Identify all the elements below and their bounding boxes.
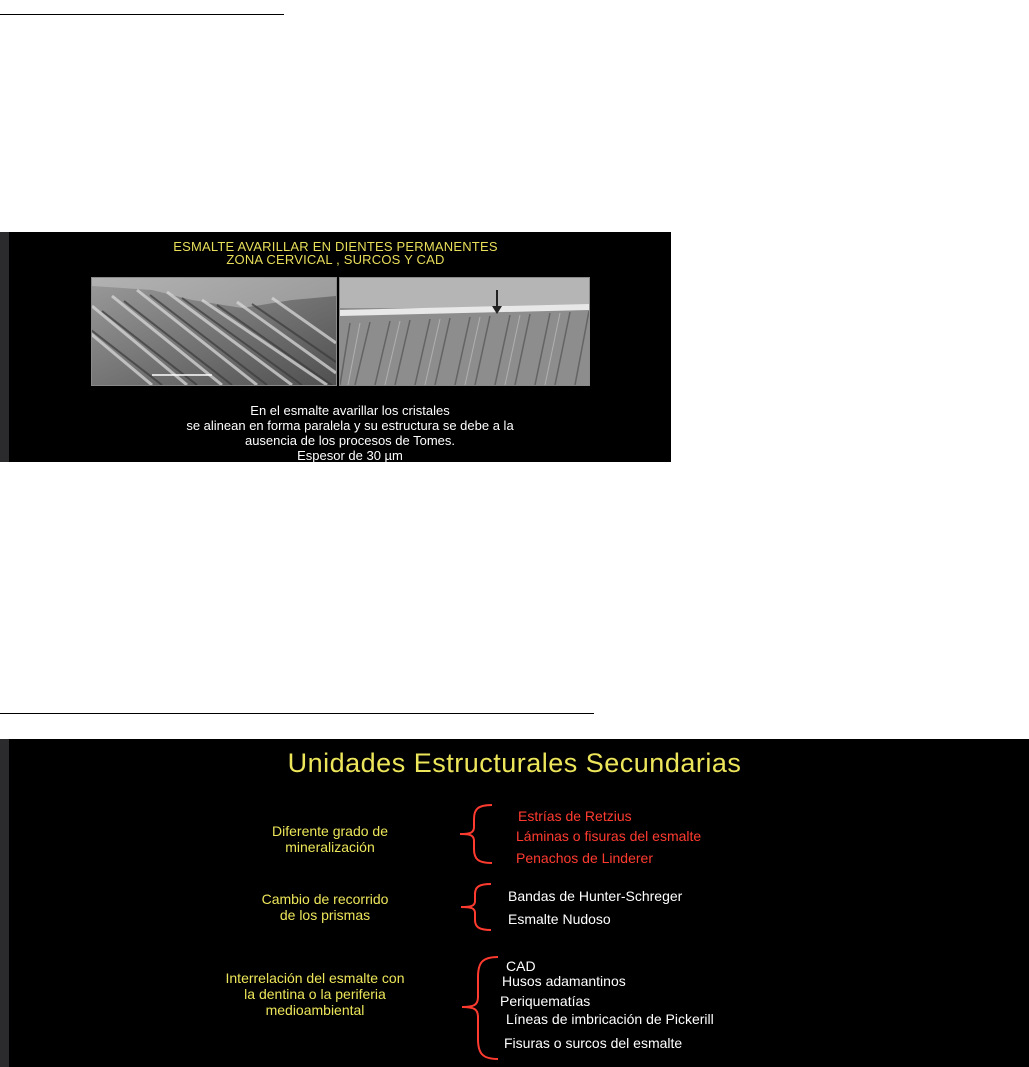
brace-group-2: [455, 882, 495, 932]
category-line: medioambiental: [265, 1002, 365, 1018]
slide1-title-line-2: ZONA CERVICAL , SURCOS Y CAD: [226, 252, 445, 267]
item-husos: Husos adamantinos: [502, 973, 626, 989]
slide1-caption-line-3: ausencia de los procesos de Tomes.: [244, 433, 456, 448]
item-periquematias: Periquematías: [500, 993, 591, 1009]
slide1-caption-line-1: En el esmalte avarillar los cristales: [250, 403, 450, 418]
top-separator-line: [0, 14, 284, 15]
category-line: Interrelación del esmalte con: [225, 970, 405, 986]
slide1-caption: [90, 403, 610, 463]
item-estrias-retzius: Estrías de Retzius: [518, 808, 632, 824]
category-line: la dentina o la periferia: [244, 986, 386, 1002]
category-line: Diferente grado de: [272, 823, 388, 839]
brace-group-1: [456, 803, 496, 865]
item-esmalte-nudoso: Esmalte Nudoso: [508, 911, 611, 927]
slide-left-edge: [0, 739, 9, 1067]
category-line: Cambio de recorrido: [261, 891, 389, 907]
item-hunter-schreger: Bandas de Hunter-Schreger: [508, 888, 683, 904]
item-cad: CAD: [506, 958, 536, 974]
category-interrelacion: [170, 970, 460, 1018]
middle-separator-line: [0, 713, 594, 714]
slide2-title: Unidades Estructurales Secundarias: [287, 748, 742, 778]
item-penachos: Penachos de Linderer: [516, 850, 653, 866]
category-recorrido-prismas: [215, 891, 435, 923]
item-fisuras-surcos: Fisuras o surcos del esmalte: [504, 1035, 683, 1051]
item-imbricacion: Líneas de imbricación de Pickerill: [506, 1011, 714, 1027]
sem-micrograph-left: [91, 277, 337, 386]
micrograph-right: [339, 277, 590, 386]
slide1-title-line-1: ESMALTE AVARILLAR EN DIENTES PERMANENTES: [173, 239, 498, 254]
brace-group-3: [456, 955, 502, 1061]
slide1-caption-line-4: Espesor de 30 µm: [297, 448, 403, 463]
category-line: mineralización: [285, 839, 375, 855]
item-laminas: Láminas o fisuras del esmalte: [516, 828, 702, 844]
category-mineralizacion: [225, 823, 435, 855]
slide1-caption-line-2: se alinean en forma paralela y su estructura se debe a la: [186, 418, 514, 433]
category-line: de los prismas: [279, 907, 371, 923]
